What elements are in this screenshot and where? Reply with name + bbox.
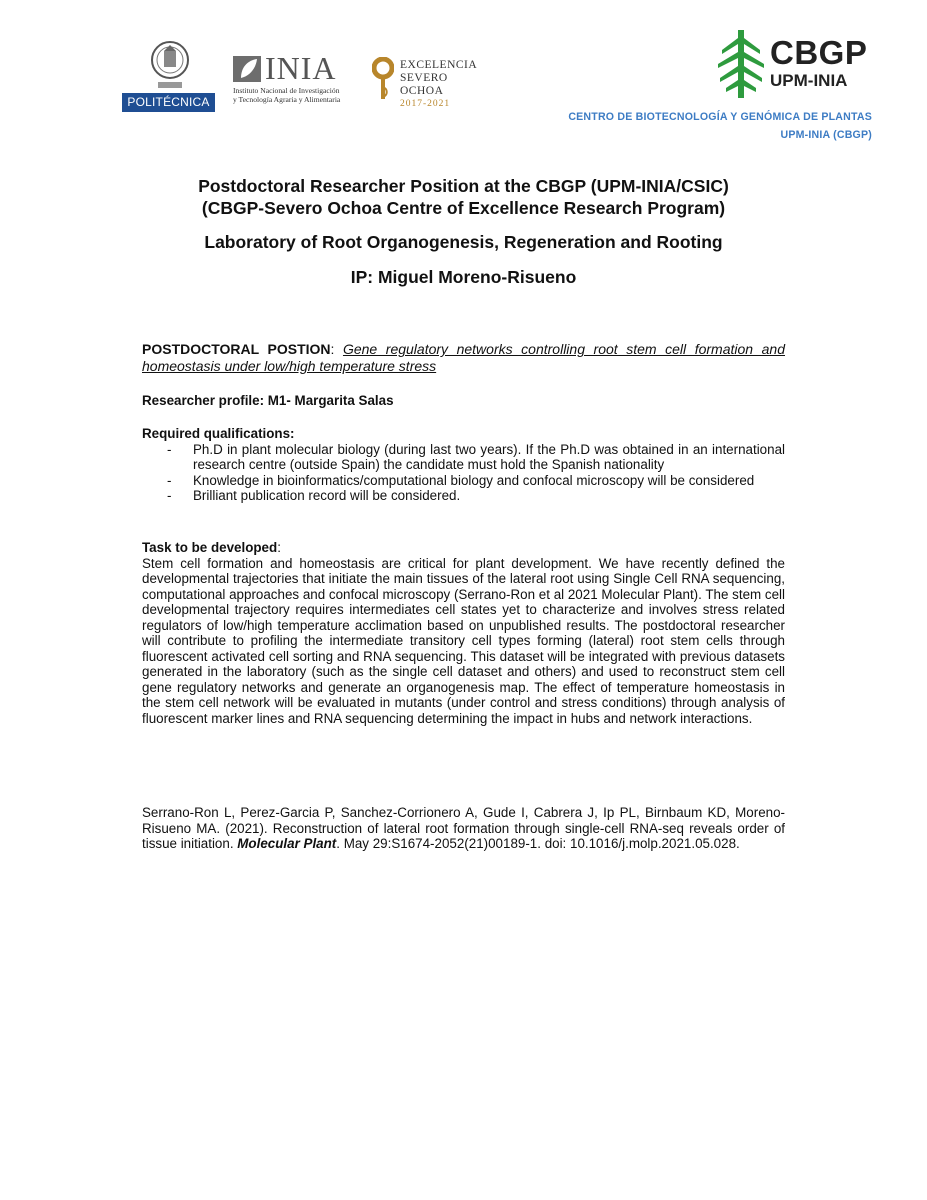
reference-journal: Molecular Plant <box>237 836 337 851</box>
task-heading-row <box>142 540 785 556</box>
dash-marker: - <box>167 472 172 488</box>
cbgp-wordmark: CBGP <box>770 34 868 71</box>
position-section <box>142 341 785 375</box>
task-section <box>142 540 785 726</box>
center-name-line1: CENTRO DE BIOTECNOLOGÍA Y GENÓMICA DE PLANTAS <box>568 111 872 123</box>
inia-logo <box>233 52 358 108</box>
qualifications-list <box>142 442 785 504</box>
ip-title: IP: Miguel Moreno-Risueno <box>350 267 577 287</box>
position-title <box>90 175 837 219</box>
dash-marker: - <box>167 441 172 457</box>
inia-subtitle <box>233 86 340 104</box>
lab-title: Laboratory of Root Organogenesis, Regeneration and Rooting <box>204 232 723 252</box>
reference-authors-title: Serrano-Ron L, Perez-Garcia P, Sanchez-Corrionero A, Gude I, Cabrera J, Ip PL, Birnbaum KD, Moreno-Risueno MA. (2021). Reconstruction of lateral root formation through single-cell RNA-seq reveals order of tissue initiation. <box>142 805 785 851</box>
center-name-line2: UPM-INIA (CBGP) <box>780 129 872 141</box>
cbgp-logo <box>716 28 876 102</box>
cbgp-subwordmark: UPM-INIA <box>770 71 848 90</box>
upm-label: POLITÉCNICA <box>122 93 215 112</box>
task-heading: Task to be developed <box>142 540 278 555</box>
qualification-item <box>142 473 785 489</box>
position-separator: : <box>330 341 343 357</box>
inia-subtitle-line2: y Tecnología Agraria y Alimentaria <box>233 95 341 104</box>
inia-leaf-icon <box>233 56 263 82</box>
task-colon: : <box>277 540 281 555</box>
title-line1: Postdoctoral Researcher Position at the CBGP (UPM-INIA/CSIC) <box>198 176 729 196</box>
qualifications-section <box>142 426 785 504</box>
severo-ochoa-logo <box>370 55 490 111</box>
position-topic: Gene regulatory networks controlling root stem cell formation and homeostasis under low/high temperature stress <box>142 341 785 374</box>
reference <box>142 805 785 852</box>
inia-subtitle-line1: Instituto Nacional de Investigación <box>233 86 340 95</box>
qualification-item <box>142 442 785 473</box>
severo-ochoa-emblem-icon <box>372 57 394 103</box>
qualifications-heading: Required qualifications: <box>142 426 295 441</box>
qualification-item <box>142 488 785 504</box>
title-line2: (CBGP-Severo Ochoa Centre of Excellence Research Program) <box>201 198 726 218</box>
dash-marker: - <box>167 488 172 503</box>
so-line3: OCHOA <box>400 85 444 97</box>
researcher-profile: Researcher profile: M1- Margarita Salas <box>142 393 394 408</box>
upm-logo <box>122 38 216 114</box>
qualification-text: Knowledge in bioinformatics/computational biology and confocal microscopy will be considered <box>193 472 755 488</box>
so-line2: SEVERO <box>400 72 448 84</box>
so-years: 2017-2021 <box>400 99 451 109</box>
task-text: Stem cell formation and homeostasis are critical for plant development. We have recently defined the developmental trajectories that initiate the main tissues of the lateral root using Single Cell RNA sequencing, computational approaches and confocal microscopy (Serrano-Ron et al 2021 Molecular Plant). The stem cell developmental trajectory requires intermediates cell states yet to characterize and involves stress related regulators of low/high temperature acclimation based on unpublished results. The postdoctoral researcher will contribute to profiling the intermediate transitory cell types forming (lateral) root stem cells through fluorescent activated cell sorting and RNA sequencing. This dataset will be integrated with previous datasets generated in the laboratory (such as the single cell dataset and others) and used to reconstruct stem cell gene regulatory networks and generate an organogenesis map. The effect of temperature homeostasis in the stem cell network will be evaluated in mutants (under control and stress conditions) through analysis of fluorescent marker lines and RNA sequencing determining the impact in hubs and network interactions. <box>142 555 785 726</box>
qualification-text: Ph.D in plant molecular biology (during last two years). If the Ph.D was obtained in an international research centre (outside Spain) the candidate must hold the Spanish nationality <box>193 441 785 472</box>
position-label: POSTDOCTORAL POSTION <box>142 341 331 357</box>
so-line1: EXCELENCIA <box>400 59 478 71</box>
severo-ochoa-text <box>400 59 477 111</box>
center-name <box>568 108 872 144</box>
inia-wordmark: INIA <box>265 50 337 86</box>
cbgp-plant-icon <box>716 28 766 100</box>
qualification-text: Brilliant publication record will be considered. <box>193 488 461 503</box>
reference-details: . May 29:S1674-2052(21)00189-1. doi: 10.1016/j.molp.2021.05.028. <box>336 836 740 851</box>
upm-crest-icon <box>150 38 190 92</box>
